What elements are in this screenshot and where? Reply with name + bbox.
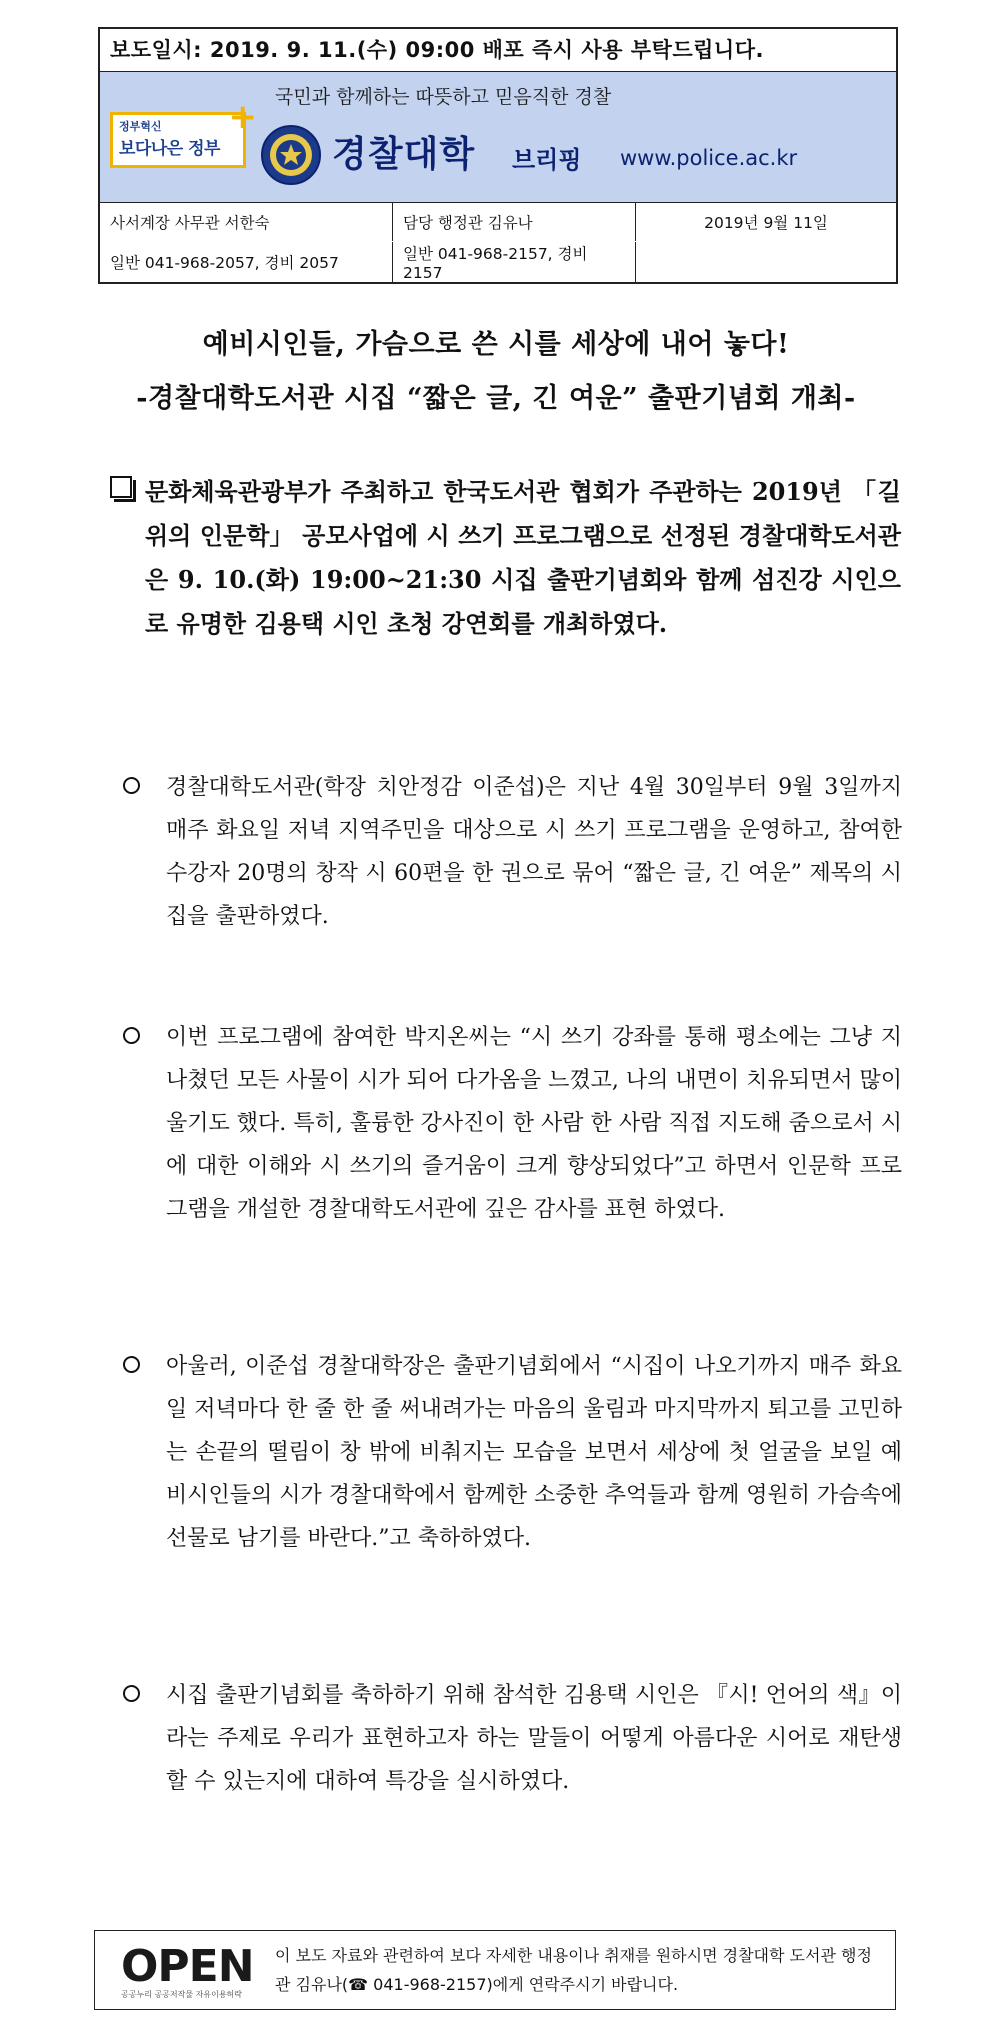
contact-table — [100, 203, 896, 282]
body-paragraph-4: 시집 출판기념회를 축하하기 위해 참석한 김용택 시인은 『시! 언어의 색』이라는 주제로 우리가 표현하고자 하는 말들이 어떻게 아름다운 시어로 재탄생할 수 있는지에 대하여 특강을 실시하였다. — [166, 1683, 902, 1794]
checkbox-square-bullet-icon — [110, 476, 132, 498]
brand-banner — [100, 72, 896, 203]
contact-mid-phone: 일반 041-968-2157, 경비 2157 — [393, 242, 636, 283]
press-release-header — [98, 27, 898, 284]
government-innovation-logo — [110, 97, 257, 168]
website-link[interactable]: www.police.ac.kr — [620, 146, 798, 170]
gov-logo-main-text: 보다나은 정부 — [119, 139, 220, 159]
open-logo-subtext: 공공누리 공공저작물 자유이용허락 — [121, 1990, 243, 1999]
contact-blank-cell — [636, 242, 897, 283]
footer-contact-note: 이 보도 자료와 관련하여 보다 자세한 내용이나 취재를 원하시면 경찰대학 도서관 행정관 김유나(☎ 041-968-2157)에게 연락주시기 바랍니다. — [275, 1946, 872, 1994]
body-paragraph-3: 아울러, 이준섭 경찰대학장은 출판기념회에서 “시집이 나오기까지 매주 화요일 저녁마다 한 줄 한 줄 써내려가는 마음의 울림과 마지막까지 퇴고를 고민하는 손끝의 떨림이 창 밖에 비춰지는 모습을 보면서 세상에 첫 얼굴을 보일 예비시인들의 시가 경찰대학에서 함께한 소중한 추억들과 함께 영원히 가슴속에 선물로 남기를 바란다.”고 축하하였다. — [166, 1354, 903, 1551]
circle-bullet-icon — [123, 777, 140, 794]
plus-icon: + — [228, 97, 257, 137]
contact-mid-name: 담당 행정관 김유나 — [393, 203, 636, 242]
briefing-label: 브리핑 — [512, 146, 582, 174]
body-paragraph-1: 경찰대학도서관(학장 치안정감 이준섭)은 지난 4월 30일부터 9월 3일까지 매주 화요일 저녁 지역주민을 대상으로 시 쓰기 프로그램을 운영하고, 참여한 수강자 20명의 창작 시 60편을 한 권으로 묶어 “짧은 글, 긴 여운” 제목의 시집을 출판하였다. — [166, 775, 902, 929]
contact-left-name: 사서계장 사무관 서한숙 — [100, 203, 393, 242]
body-paragraph-2: 이번 프로그램에 참여한 박지온씨는 “시 쓰기 강좌를 통해 평소에는 그냥 지나쳤던 모든 사물이 시가 되어 다가옴을 느꼈고, 나의 내면이 치유되면서 많이 울기도 했다. 특히, 훌륭한 강사진이 한 사람 한 사람 직접 지도해 줌으로서 시에 대한 이해와 시 쓰기의 즐거움이 크게 향상되었다”고 하면서 인문학 프로그램을 개설한 경찰대학도서관에 깊은 감사를 표현 하였다. — [166, 1025, 902, 1222]
intro-paragraph: 문화체육관광부가 주최하고 한국도서관 협회가 주관하는 2019년 「길 위의 인문학」 공모사업에 시 쓰기 프로그램으로 선정된 경찰대학도서관은 9. 10.(화) 19:00~21:30 시집 출판기념회와 함께 섬진강 시인으로 유명한 김용택 시인 초청 강연회를 개최하였다. — [145, 477, 901, 638]
contact-footer — [94, 1930, 896, 2010]
open-logo-text: OPEN — [121, 1941, 254, 1992]
release-time-line: 보도일시: 2019. 9. 11.(수) 09:00 배포 즉시 사용 부탁드립니다. — [100, 29, 896, 72]
university-name: 경찰대학 — [332, 134, 476, 175]
release-date: 2019년 9월 11일 — [636, 203, 897, 242]
headline: 예비시인들, 가슴으로 쓴 시를 세상에 내어 놓다! — [202, 329, 790, 360]
police-emblem-icon — [260, 124, 322, 186]
circle-bullet-icon — [123, 1685, 140, 1702]
circle-bullet-icon — [123, 1356, 140, 1373]
contact-left-phone: 일반 041-968-2057, 경비 2057 — [100, 242, 393, 283]
kogl-open-logo — [105, 1937, 255, 2003]
circle-bullet-icon — [123, 1027, 140, 1044]
subheadline: -경찰대학도서관 시집 “짧은 글, 긴 여운” 출판기념회 개최- — [136, 383, 856, 414]
slogan: 국민과 함께하는 따뜻하고 믿음직한 경찰 — [275, 86, 612, 108]
gov-logo-top-text: 정부혁신 — [119, 120, 162, 133]
